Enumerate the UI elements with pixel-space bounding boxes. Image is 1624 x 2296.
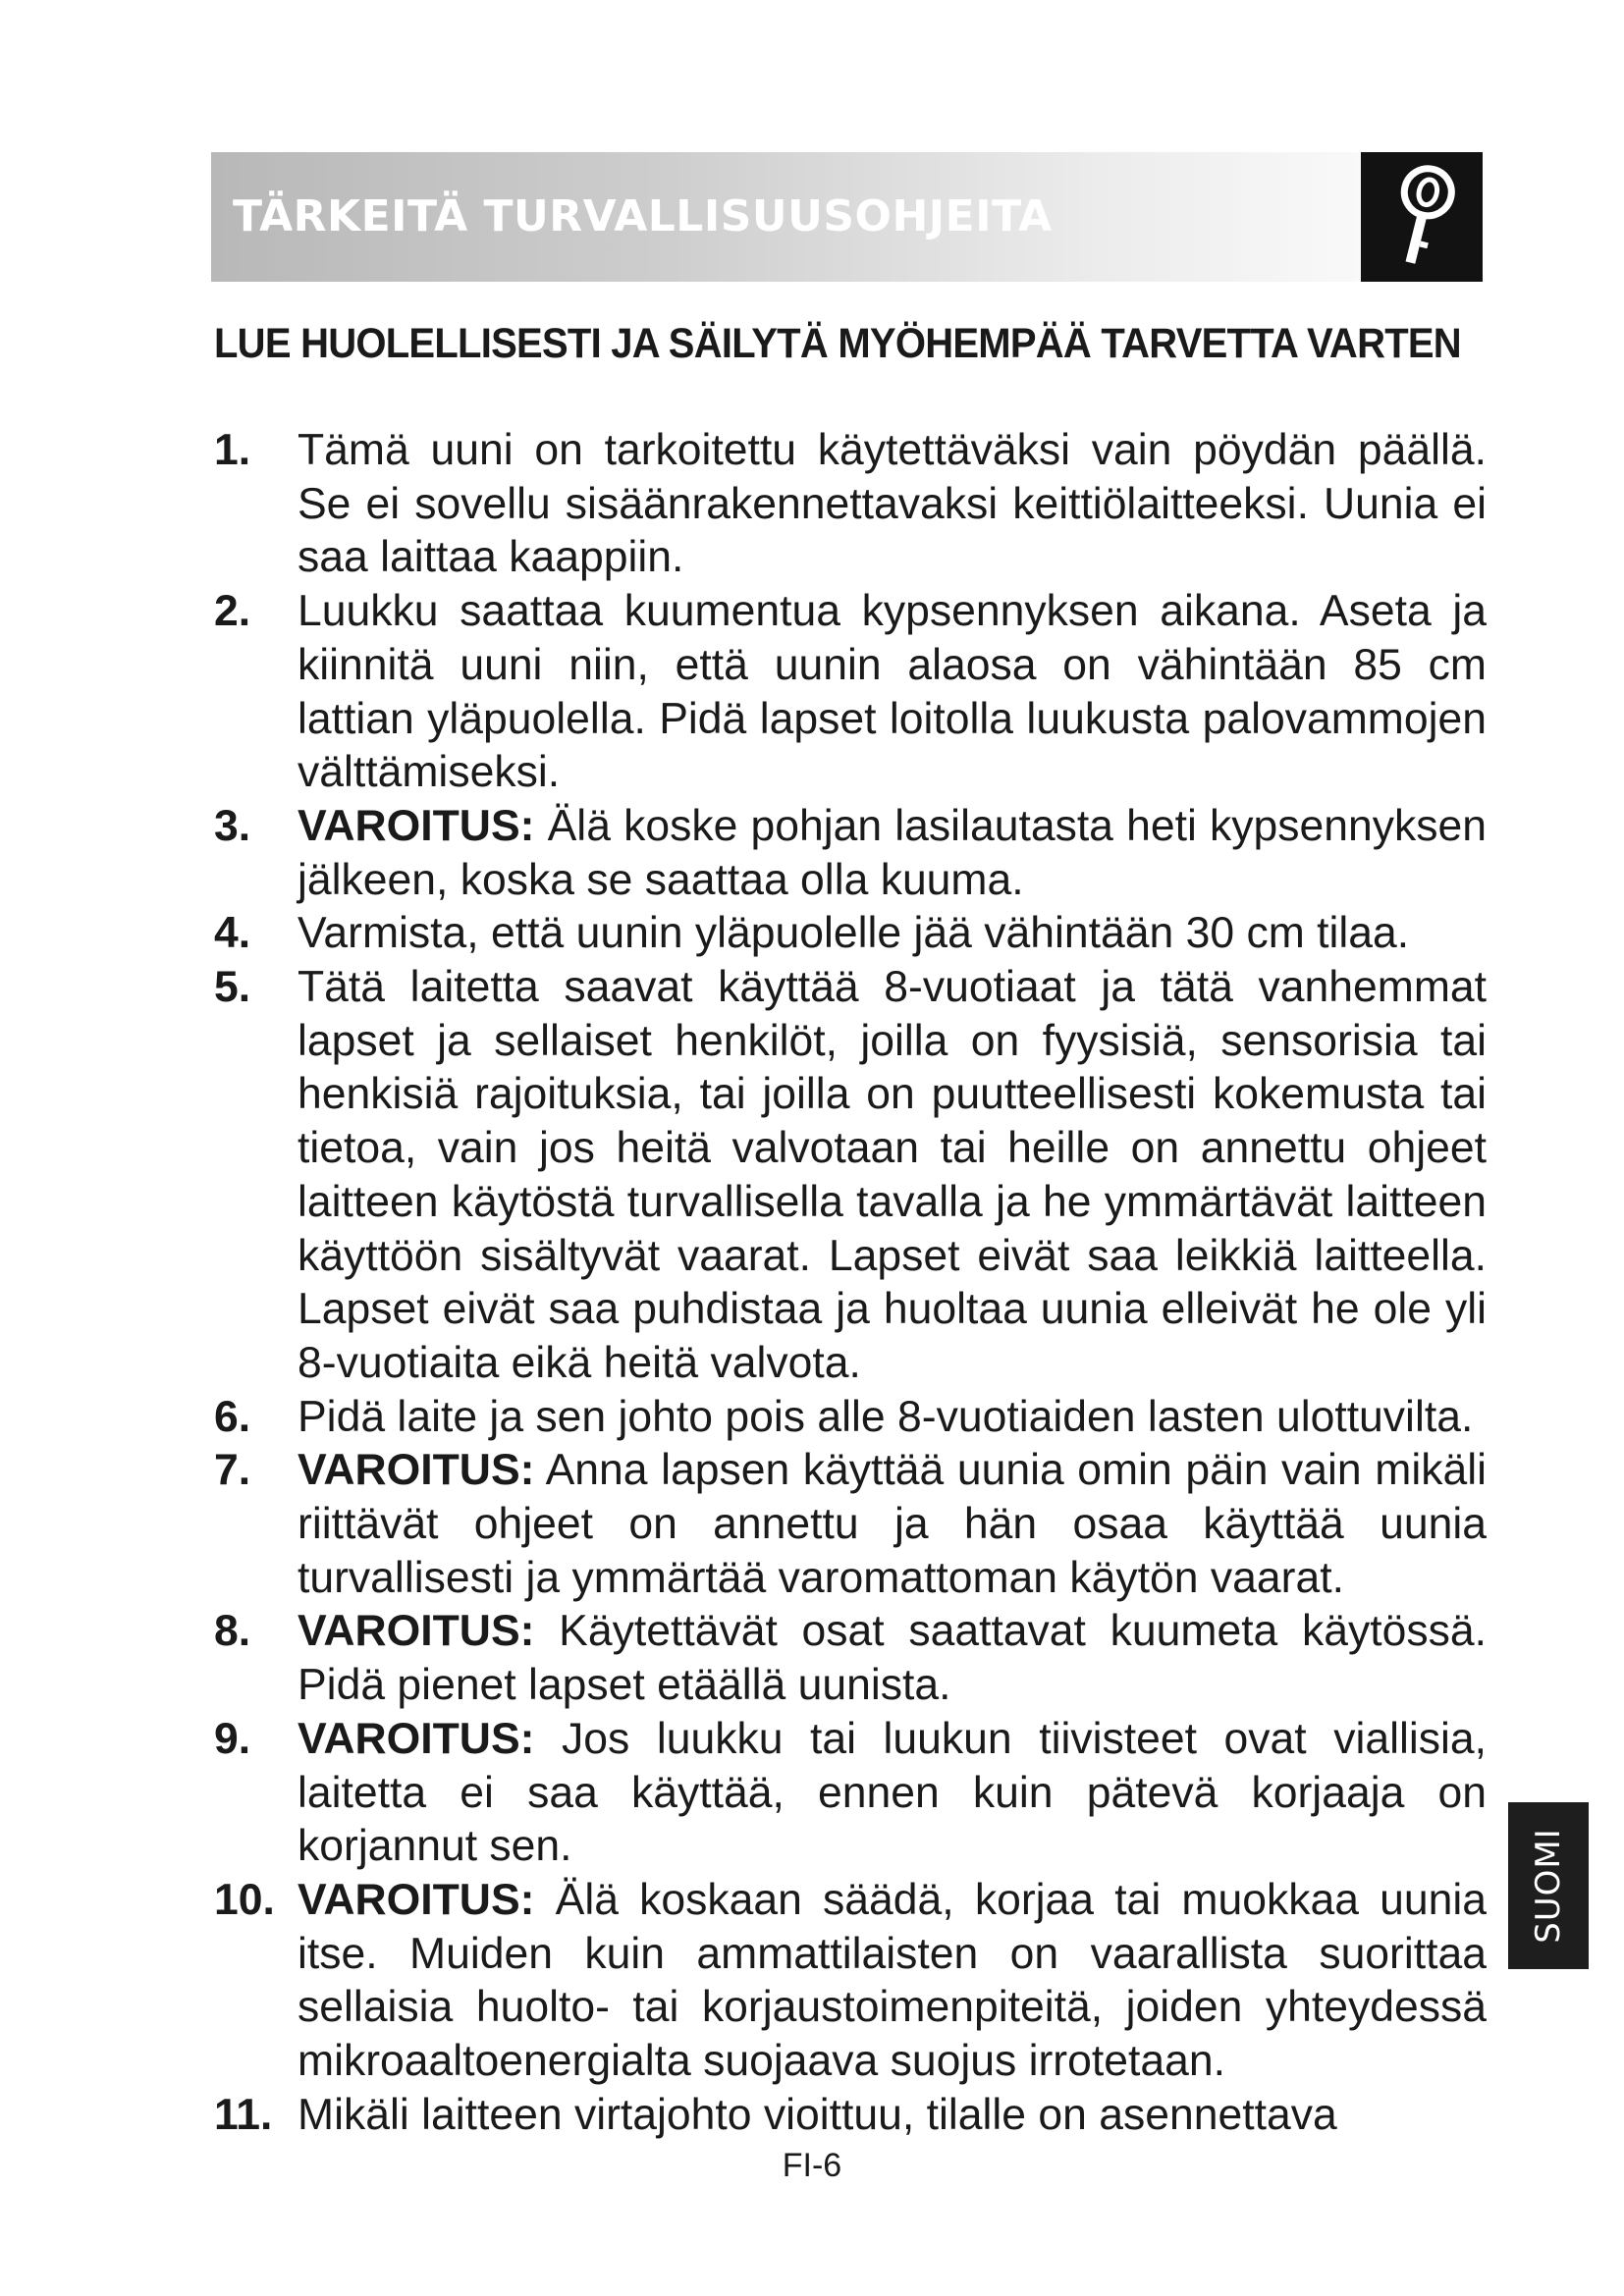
rule-number: 10. bbox=[214, 1875, 275, 1924]
rule-text: Älä koske pohjan lasilautasta heti kypsennyksen jälkeen, koska se saattaa olla kuuma. bbox=[298, 801, 1487, 904]
warning-label: VAROITUS: bbox=[298, 1607, 535, 1656]
rule-item bbox=[214, 1713, 1487, 1874]
header-icon-box bbox=[1361, 152, 1483, 282]
rule-text: Varmista, että uunin yläpuolelle jää vähintään 30 cm tilaa. bbox=[298, 909, 1410, 958]
rule-item bbox=[214, 424, 1487, 585]
rule-text: Tätä laitetta saavat käyttää 8-vuotiaat ja tätä vanhemmat lapset ja sellaiset henkilöt, joilla on fyysisiä, sensorisia tai henkisiä rajoituksia, tai joilla on puutteellisesti kokemusta tai tietoa, vain jos heitä valvotaan tai heille on annettu ohjeet laitteen käytöstä turvallisella tavalla ja he ymmärtävät laitteen käyttöön sisältyvät vaarat. Lapset eivät saa leikkiä laitteella. Lapset eivät saa puhdistaa ja huoltaa uunia elleivät he ole yli 8-vuotiaita eikä heitä valvota. bbox=[298, 963, 1487, 1387]
rule-item bbox=[214, 585, 1487, 800]
rule-item bbox=[214, 1391, 1487, 1445]
page-number: FI-6 bbox=[782, 2147, 842, 2184]
rule-number: 2. bbox=[214, 587, 251, 636]
rule-text: Mikäli laitteen virtajohto vioittuu, tilalle on asennettava bbox=[298, 2090, 1337, 2139]
rule-item bbox=[214, 961, 1487, 1391]
rule-text: Älä koskaan säädä, korjaa tai muokkaa uunia itse. Muiden kuin ammattilaisten on vaarallista suorittaa sellaisia huolto- tai korjaustoimenpiteitä, joiden yhteydessä mikroaaltoenergialta suojaava suojus irrotetaan. bbox=[298, 1875, 1487, 2086]
page-title: TÄRKEITÄ TURVALLISUUSOHJEITA bbox=[233, 191, 1053, 241]
warning-label: VAROITUS: bbox=[298, 1446, 535, 1495]
rule-number: 4. bbox=[214, 909, 251, 958]
rule-item bbox=[214, 1605, 1487, 1712]
rule-text: Luukku saattaa kuumentua kypsennyksen aikana. Aseta ja kiinnitä uuni niin, että uunin alaosa on vähintään 85 cm lattian yläpuolella. Pidä lapset loitolla luukusta palovammojen välttämiseksi. bbox=[298, 587, 1487, 797]
language-tab bbox=[1508, 1802, 1589, 1969]
rule-number: 6. bbox=[214, 1392, 251, 1441]
rule-text: Jos luukku tai luukun tiivisteet ovat viallisia, laitetta ei saa käyttää, ennen kuin pätevä korjaaja on korjannut sen. bbox=[298, 1714, 1487, 1871]
key-icon bbox=[1382, 162, 1461, 272]
warning-label: VAROITUS: bbox=[298, 1714, 535, 1763]
rule-number: 8. bbox=[214, 1607, 251, 1656]
header-banner bbox=[211, 152, 1483, 282]
safety-rules-list bbox=[214, 424, 1487, 2143]
rule-item bbox=[214, 800, 1487, 907]
rule-text: Anna lapsen käyttää uunia omin päin vain mikäli riittävät ohjeet on annettu ja hän osaa käyttää uunia turvallisesti ja ymmärtää varomattoman käytön vaarat. bbox=[298, 1446, 1487, 1602]
rule-number: 5. bbox=[214, 963, 251, 1012]
rule-number: 9. bbox=[214, 1714, 251, 1763]
language-tab-label: SUOMI bbox=[1529, 1828, 1568, 1944]
warning-label: VAROITUS: bbox=[298, 1875, 535, 1924]
rule-item bbox=[214, 1444, 1487, 1605]
rule-number: 7. bbox=[214, 1446, 251, 1495]
subtitle: LUE HUOLELLISESTI JA SÄILYTÄ MYÖHEMPÄÄ TARVETTA VARTEN bbox=[214, 320, 1461, 367]
rule-text: Tämä uuni on tarkoitettu käytettäväksi vain pöydän päällä. Se ei sovellu sisäänrakennettavaksi keittiölaitteeksi. Uunia ei saa laittaa kaappiin. bbox=[298, 426, 1487, 582]
warning-label: VAROITUS: bbox=[298, 801, 535, 850]
rule-number: 3. bbox=[214, 801, 251, 850]
rule-number: 11. bbox=[214, 2090, 273, 2139]
rule-item bbox=[214, 1874, 1487, 2089]
rule-text: Käytettävät osat saattavat kuumeta käytössä. Pidä pienet lapset etäällä uunista. bbox=[298, 1607, 1487, 1710]
rule-item bbox=[214, 2089, 1487, 2143]
rule-text: Pidä laite ja sen johto pois alle 8-vuotiaiden lasten ulottuvilta. bbox=[298, 1392, 1474, 1441]
rule-number: 1. bbox=[214, 426, 251, 474]
rule-item bbox=[214, 907, 1487, 961]
